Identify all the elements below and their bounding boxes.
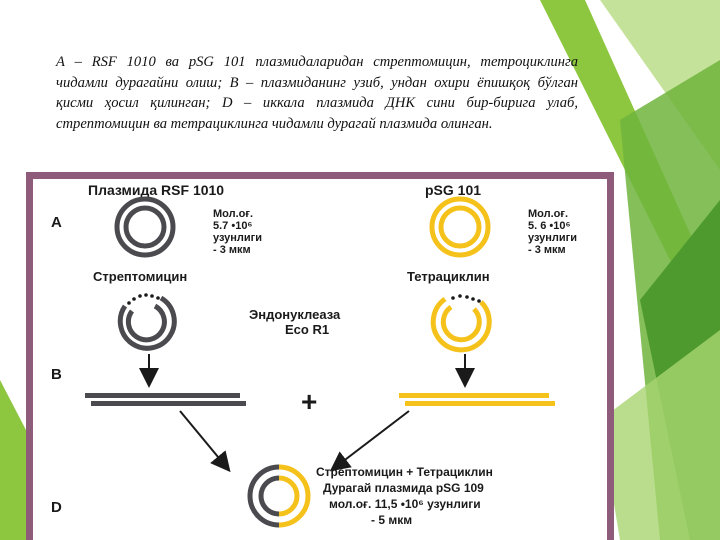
plasmid2-info-2: 5. 6 •10⁶ bbox=[528, 220, 571, 232]
plasmid2-title: pSG 101 bbox=[425, 182, 482, 198]
enzyme-label-2: Eco R1 bbox=[285, 322, 330, 337]
plasmid1-title: Плазмида RSF 1010 bbox=[88, 182, 225, 198]
plasmid1-info-4: - 3 мкм bbox=[213, 244, 251, 256]
plasmid1-info-3: узунлиги bbox=[213, 232, 263, 244]
tetracycline-label: Тетрациклин bbox=[407, 269, 490, 284]
linear-dna-yellow-top bbox=[399, 393, 549, 398]
streptomycin-label: Стрептомицин bbox=[93, 269, 188, 284]
green-stripe-6 bbox=[0, 380, 26, 540]
linear-dna-grey-top bbox=[85, 393, 240, 398]
row-label-b: B bbox=[51, 366, 62, 383]
plasmid2-info-1: Мол.оғ. bbox=[528, 208, 569, 220]
linear-dna-yellow-bottom bbox=[405, 401, 555, 406]
figure-canvas bbox=[33, 179, 607, 540]
row-label-d: D bbox=[51, 499, 62, 516]
hybrid-mass: мол.оғ. 11,5 •10⁶ узунлиги bbox=[329, 497, 481, 511]
caption-text: А – RSF 1010 ва pSG 101 плазмидаларидан стрептомицин, тетроциклинга чидамли дурагайни олиш; В – плазмиданинг узиб, ундан охири ёпишқоқ бўлган қисми ҳосил қилинган; D – иккала плазмида ДНК сини бир-бирига улаб, стрептомицин ва тетрациклинга чидамли дурагай плазмида олинган. bbox=[56, 54, 578, 132]
plasmid1-info-2: 5.7 •10⁶ bbox=[213, 220, 253, 232]
plasmid2-info-4: - 3 мкм bbox=[528, 244, 566, 256]
hybrid-resistance: Стрептомицин + Тетрациклин bbox=[316, 465, 493, 479]
enzyme-label-1: Эндонуклеаза bbox=[249, 307, 341, 322]
plasmid1-info-1: Мол.оғ. bbox=[213, 208, 254, 220]
plus-sign: + bbox=[301, 386, 318, 417]
hybrid-length: - 5 мкм bbox=[371, 513, 413, 527]
plasmid2-info-3: узунлиги bbox=[528, 232, 578, 244]
row-label-a: A bbox=[51, 214, 62, 231]
plasmid-figure bbox=[26, 172, 614, 540]
hybrid-name: Дурагай плазмида pSG 109 bbox=[323, 481, 484, 495]
linear-dna-grey-bottom bbox=[91, 401, 246, 406]
